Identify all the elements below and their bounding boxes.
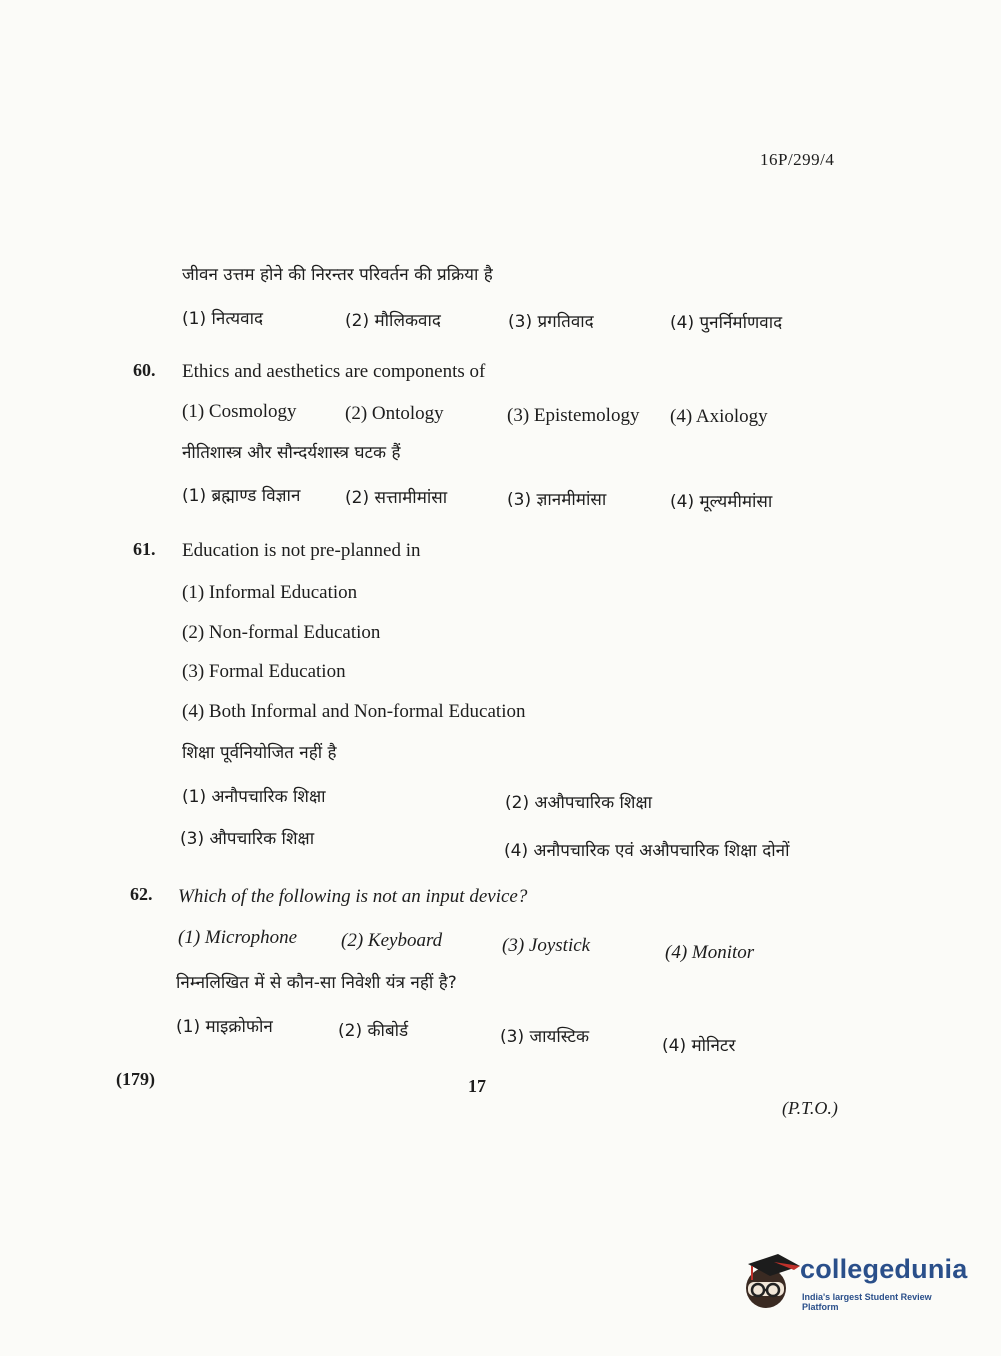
q61-number: 61. [133, 539, 156, 559]
q61-hindi-option-2: (2) अऔपचारिक शिक्षा [505, 793, 653, 813]
q59-hindi-question: जीवन उत्तम होने की निरन्तर परिवर्तन की प्रक्रिया है [182, 265, 493, 285]
q62-hindi-option-2: (2) कीबोर्ड [338, 1021, 409, 1041]
q59-hindi-option-1: (1) नित्यवाद [182, 309, 263, 329]
q61-hindi-option-4: (4) अनौपचारिक एवं अऔपचारिक शिक्षा दोनों [504, 841, 790, 861]
collegedunia-logo [742, 1248, 970, 1320]
q62-question: Which of the following is not an input device? [178, 886, 528, 907]
brand-name: collegedunia [800, 1254, 968, 1284]
q62-option-2: (2) Keyboard [341, 930, 443, 951]
q60-option-4: (4) Axiology [670, 406, 768, 427]
q61-hindi-question: शिक्षा पूर्वनियोजित नहीं है [182, 743, 337, 763]
q59-hindi-option-2: (2) मौलिकवाद [345, 311, 441, 331]
q61-hindi-option-1: (1) अनौपचारिक शिक्षा [182, 787, 326, 807]
q61-question: Education is not pre-planned in [182, 540, 421, 561]
q62-hindi-option-1: (1) माइक्रोफोन [176, 1017, 273, 1037]
q60-question: Ethics and aesthetics are components of [182, 361, 486, 382]
q62-option-1: (1) Microphone [178, 927, 298, 948]
mascot-icon [742, 1248, 800, 1312]
page-number: 17 [468, 1076, 486, 1096]
booklet-code: (179) [116, 1069, 155, 1089]
q60-hindi-option-3: (3) ज्ञानमीमांसा [507, 490, 607, 510]
q60-hindi-option-2: (2) सत्तामीमांसा [345, 488, 448, 508]
q61-option-4: (4) Both Informal and Non-formal Education [182, 701, 526, 722]
q60-option-1: (1) Cosmology [182, 401, 297, 422]
q59-hindi-option-4: (4) पुनर्निर्माणवाद [670, 313, 783, 333]
q60-hindi-option-1: (1) ब्रह्माण्ड विज्ञान [182, 486, 301, 506]
q62-hindi-option-3: (3) जायस्टिक [500, 1027, 590, 1047]
brand-tagline: India's largest Student Review Platform [802, 1292, 932, 1312]
q62-number: 62. [130, 884, 153, 904]
q62-option-3: (3) Joystick [502, 935, 591, 956]
pto-note: (P.T.O.) [782, 1098, 838, 1118]
paper-code: 16P/299/4 [760, 150, 835, 169]
q62-hindi-question: निम्नलिखित में से कौन-सा निवेशी यंत्र नहीं है? [176, 973, 457, 993]
q62-option-4: (4) Monitor [665, 942, 755, 963]
q61-option-2: (2) Non-formal Education [182, 622, 381, 643]
q60-number: 60. [133, 360, 156, 380]
q59-hindi-option-3: (3) प्रगतिवाद [508, 312, 594, 332]
q61-option-3: (3) Formal Education [182, 661, 346, 682]
q62-hindi-option-4: (4) मोनिटर [662, 1036, 736, 1056]
q60-hindi-question: नीतिशास्त्र और सौन्दर्यशास्त्र घटक हैं [182, 443, 401, 463]
q61-hindi-option-3: (3) औपचारिक शिक्षा [180, 829, 315, 849]
q60-option-2: (2) Ontology [345, 403, 444, 424]
q60-hindi-option-4: (4) मूल्यमीमांसा [670, 492, 773, 512]
q60-option-3: (3) Epistemology [507, 405, 640, 426]
q61-option-1: (1) Informal Education [182, 582, 358, 603]
